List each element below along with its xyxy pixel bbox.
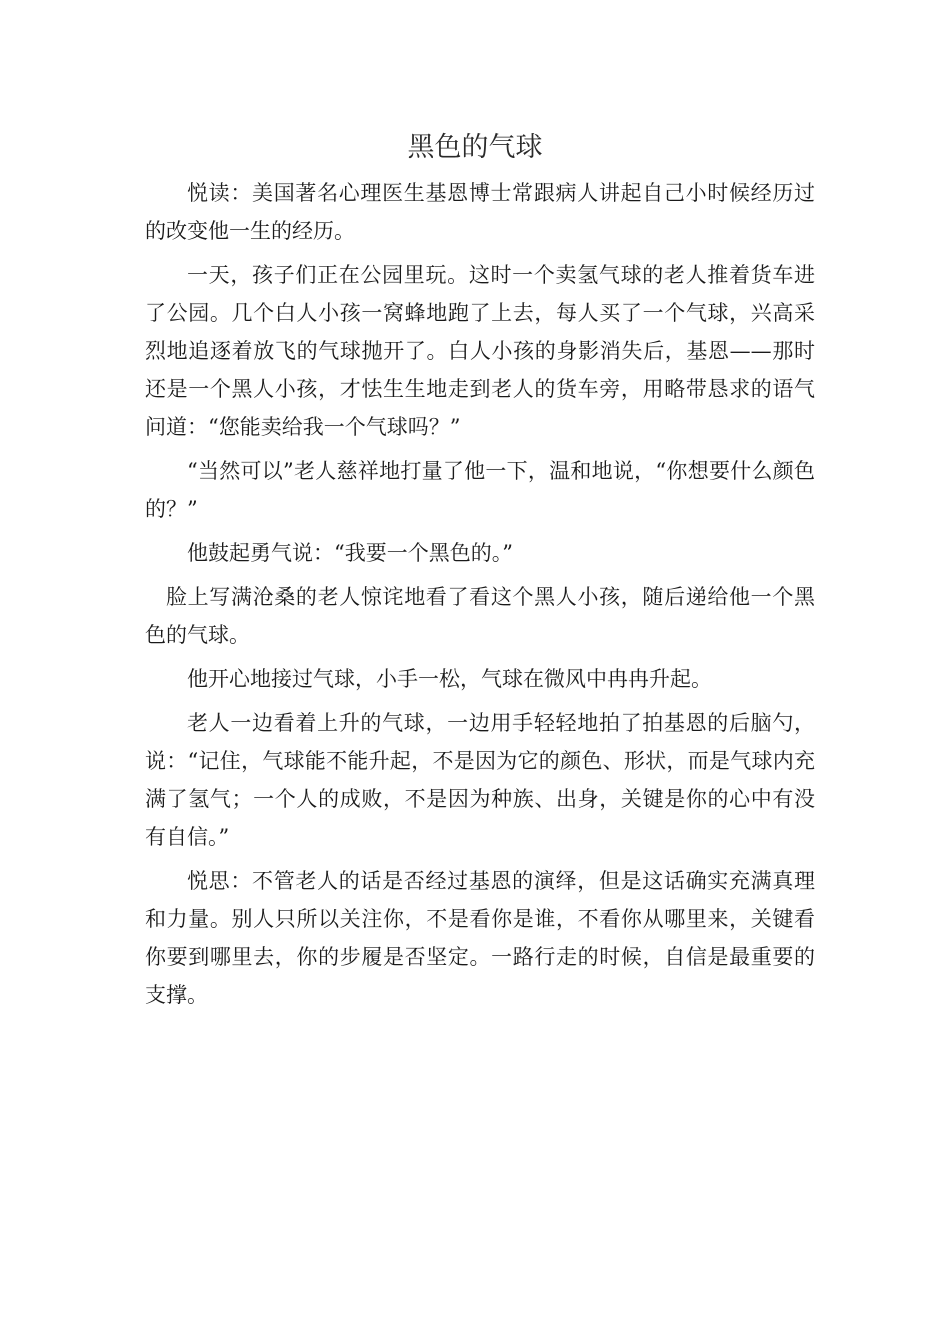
document-title: 黑色的气球	[407, 132, 543, 163]
document-body	[145, 174, 815, 1020]
paragraph-old-man-reply: “当然可以”老人慈祥地打量了他一下，温和地说，“你想要什么颜色的？”	[145, 459, 815, 521]
paragraph-boy-request: 他鼓起勇气说：“我要一个黑色的。”	[187, 541, 513, 565]
paragraph-story-start: 一天，孩子们正在公园里玩。这时一个卖氢气球的老人推着货车进了公园。几个白人小孩一窝蜂地跑了上去，每人买了一个气球，兴高采烈地追逐着放飞的气球抛开了。白人小孩的身影消失后，基恩——那时还是一个黑人小孩，才怯生生地走到老人的货车旁，用略带恳求的语气问道：“您能卖给我一个气球吗？”	[145, 263, 815, 439]
paragraph-old-man-surprised: 脸上写满沧桑的老人惊诧地看了看这个黑人小孩，随后递给他一个黑色的气球。	[145, 585, 815, 647]
paragraph-reflection: 悦思：不管老人的话是否经过基恩的演绎，但是这话确实充满真理和力量。别人只所以关注你，不是看你是谁，不看你从哪里来，关键看你要到哪里去，你的步履是否坚定。一路行走的时候，自信是最重要的支撑。	[145, 869, 815, 1007]
paragraph-intro: 悦读：美国著名心理医生基恩博士常跟病人讲起自己小时候经历过的改变他一生的经历。	[145, 181, 815, 243]
paragraph-old-man-advice: 老人一边看着上升的气球，一边用手轻轻地拍了拍基恩的后脑勺，说：“记住，气球能不能升起，不是因为它的颜色、形状，而是气球内充满了氢气；一个人的成败，不是因为种族、出身，关键是你的心中有没有自信。”	[145, 711, 815, 849]
paragraph-balloon-rises: 他开心地接过气球，小手一松，气球在微风中冉冉升起。	[187, 667, 712, 691]
